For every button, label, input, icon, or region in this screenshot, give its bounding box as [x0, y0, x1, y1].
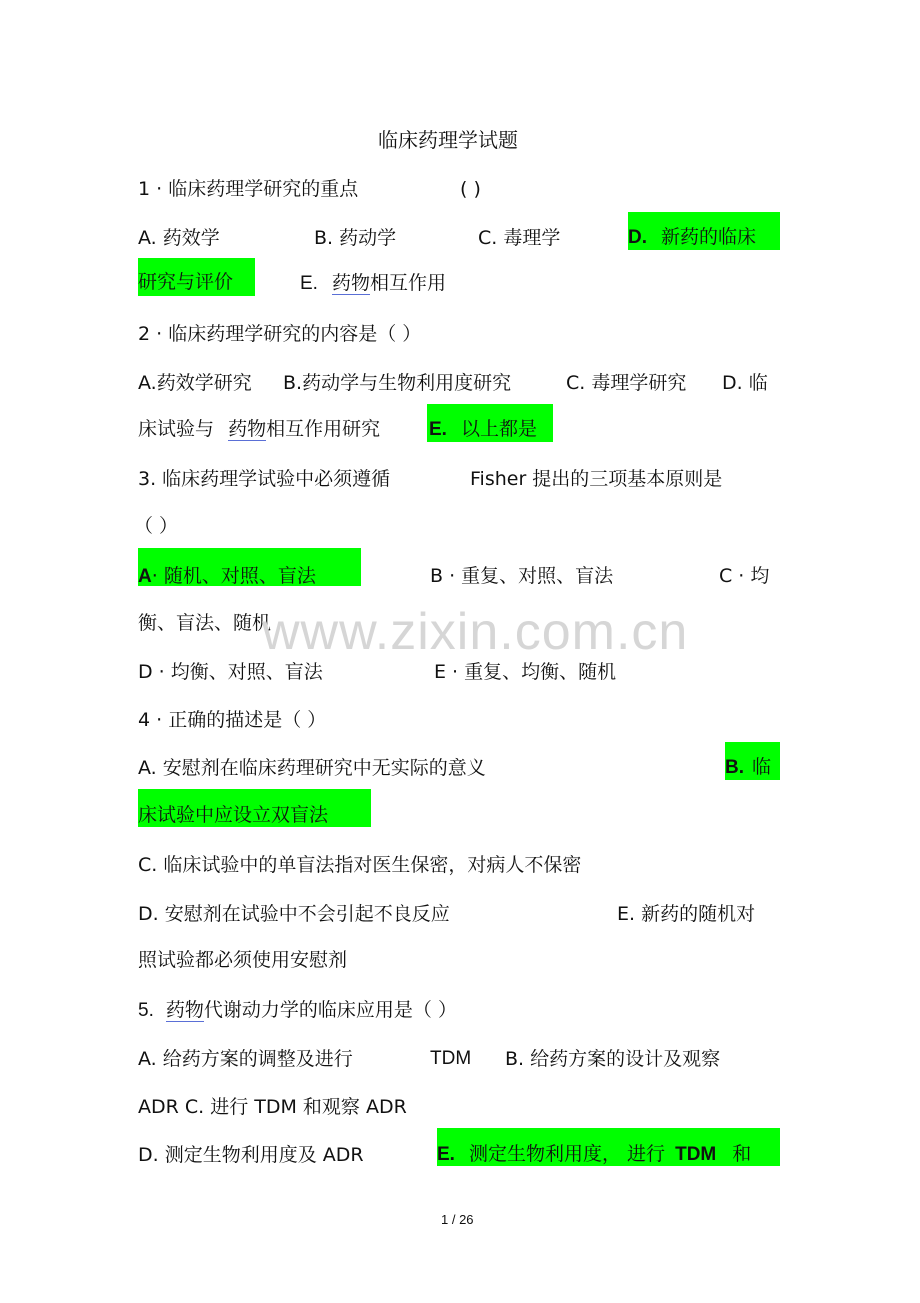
q5-option-e-highlighted [437, 1128, 780, 1166]
q2-option-d-underlined: 药物 [228, 418, 267, 440]
q5-option-a-tdm: TDM [430, 1048, 472, 1069]
question-1-answer-blank: ( ) [460, 178, 481, 200]
q1-option-c: C. 毒理学 [478, 227, 561, 249]
q5-option-b-continued: ADR C. 进行 TDM 和观察 ADR [138, 1096, 407, 1118]
q1-option-e [300, 270, 446, 297]
q5-option-e-tdm: TDM [675, 1144, 717, 1165]
q4-option-e: E. 新药的随机对 [617, 903, 756, 925]
q3-option-c-continued: 衡、盲法、随机 [138, 612, 272, 634]
q2-option-b: B.药动学与生物利用度研究 [283, 372, 512, 394]
q2-option-d: D. 临 [722, 372, 768, 394]
q4-option-b-continued: 床试验中应设立双盲法 [138, 789, 371, 827]
q3-option-b: B · 重复、对照、盲法 [430, 565, 614, 587]
q2-option-e-text: 以上都是 [461, 418, 538, 440]
q4-option-c: C. 临床试验中的单盲法指对医生保密，对病人不保密 [138, 854, 582, 876]
question-2-stem: 2 · 临床药理学研究的内容是（ ） [138, 323, 422, 345]
page-number: 1 / 26 [441, 1212, 474, 1227]
q5-option-a: A. 给药方案的调整及进行 [138, 1048, 353, 1070]
q4-option-e-continued: 照试验都必须使用安慰剂 [138, 949, 348, 971]
q1-option-d-letter: D. [628, 227, 647, 248]
q5-option-d: D. 测定生物利用度及 ADR [138, 1144, 364, 1166]
q2-option-d-text: 床试验与 [138, 418, 215, 440]
q5-option-e-letter: E. [437, 1144, 455, 1165]
q4-option-b-highlighted [725, 742, 780, 780]
question-5-number: 5. [138, 1000, 154, 1021]
q1-option-e-underlined: 药物 [332, 272, 371, 294]
q2-option-e-letter: E. [429, 419, 447, 440]
question-5-underlined: 药物 [165, 999, 204, 1021]
q1-option-d-text: 新药的临床 [661, 226, 757, 248]
q4-option-b-letter: B. [725, 757, 744, 778]
q2-option-d-rest: 相互作用研究 [266, 418, 381, 440]
q4-option-d: D. 安慰剂在试验中不会引起不良反应 [138, 903, 450, 925]
q4-option-b-text: 临 [752, 756, 772, 778]
q5-option-e-text: 测定生物利用度， 进行 [469, 1143, 666, 1165]
q3-option-d: D · 均衡、对照、盲法 [138, 661, 323, 683]
page-title: 临床药理学试题 [378, 128, 518, 152]
question-3-stem-continued: Fisher 提出的三项基本原则是 [470, 468, 723, 490]
q3-option-a-letter: A [138, 566, 152, 587]
q3-option-a-highlighted [138, 548, 361, 586]
q1-option-d-highlighted [628, 212, 780, 250]
q5-option-e-and: 和 [732, 1143, 752, 1165]
question-3-stem: 3. 临床药理学试验中必须遵循 [138, 468, 391, 490]
q2-option-a: A.药效学研究 [138, 372, 252, 394]
q3-option-e: E · 重复、均衡、随机 [434, 661, 617, 683]
q1-option-d-continued: 研究与评价 [138, 258, 255, 296]
q1-option-a: A. 药效学 [138, 227, 220, 249]
question-5-stem [138, 997, 457, 1024]
question-5-text: 代谢动力学的临床应用是（ ） [203, 999, 457, 1021]
watermark: www.zixin.com.cn [262, 603, 689, 661]
question-1-stem: 1 · 临床药理学研究的重点 [138, 178, 359, 200]
q2-option-d-continued [138, 416, 380, 442]
q3-option-c: C · 均 [719, 565, 770, 587]
q5-option-b: B. 给药方案的设计及观察 [505, 1048, 721, 1070]
question-3-answer-blank: （ ） [134, 515, 179, 537]
q1-option-e-text: 相互作用 [370, 272, 447, 294]
q4-option-a: A. 安慰剂在临床药理研究中无实际的意义 [138, 757, 486, 779]
q2-option-e-highlighted [427, 404, 553, 442]
question-4-stem: 4 · 正确的描述是（ ） [138, 709, 327, 731]
q2-option-c: C. 毒理学研究 [566, 372, 687, 394]
q3-option-a-text: · 随机、对照、盲法 [151, 565, 316, 587]
q1-option-b: B. 药动学 [314, 227, 397, 249]
q1-option-e-letter: E. [300, 273, 318, 294]
